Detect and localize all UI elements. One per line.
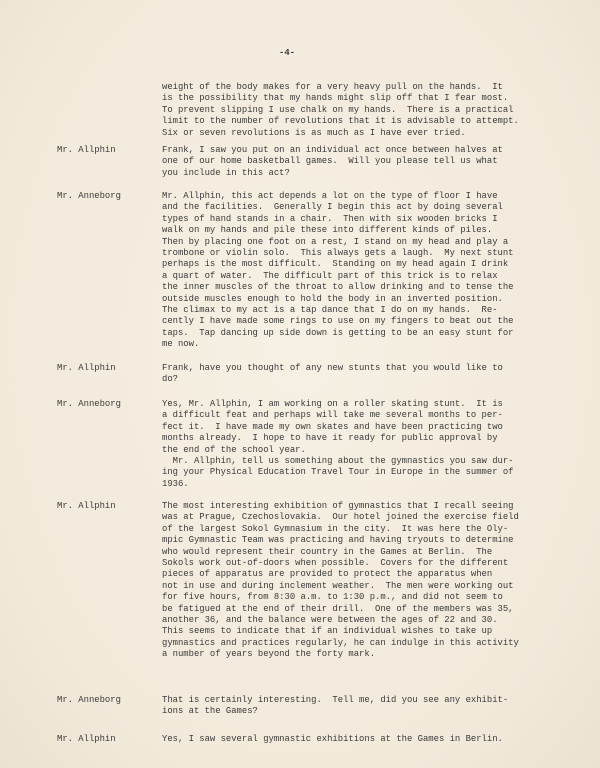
dialogue-text (162, 145, 503, 179)
text-line: be fatigued at the end of their drill. One of the members was 35, (162, 603, 514, 614)
text-line: for five hours, from 8:30 a.m. to 1:30 p.m., and did not seem to (162, 592, 503, 603)
speaker-label: Mr. Allphin (57, 145, 116, 155)
text-line: one of our home basketball games. Will you please tell us what (162, 156, 498, 167)
text-line: Six or seven revolutions is as much as I have ever tried. (162, 127, 466, 138)
text-line: perhaps is the most difficult. Standing on my head again I drink (162, 259, 509, 270)
text-line: me now. (162, 339, 200, 350)
text-line: do? (162, 374, 178, 385)
text-line: you include in this act? (162, 167, 290, 178)
text-line: Sokols work out-of-doors when possible. Covers for the different (162, 557, 509, 568)
text-line: ions at the Games? (162, 706, 258, 717)
text-line: taps. Tap dancing up side down is getting to be an easy stunt for (162, 327, 514, 338)
speaker-label: Mr. Anneborg (57, 191, 121, 201)
speaker-label: Mr. Allphin (57, 501, 116, 511)
dialogue-text (162, 501, 519, 660)
dialogue-text (162, 82, 519, 139)
text-line: a difficult feat and perhaps will take me several months to per- (162, 410, 503, 421)
dialogue-text (162, 734, 503, 745)
text-line: Frank, have you thought of any new stunts that you would like to (162, 363, 503, 373)
text-line: a quart of water. The difficult part of this trick is to relax (162, 270, 498, 281)
dialogue-text (162, 399, 514, 490)
text-line: cently I have made some rings to use on my fingers to beat out the (162, 316, 514, 327)
text-line: ing your Physical Education Travel Tour in Europe in the summer of (162, 467, 514, 478)
text-line: of the largest Sokol Gymnasium in the city. It was here the Oly- (162, 523, 509, 534)
text-line: To prevent slipping I use chalk on my hands. There is a practical (162, 104, 514, 115)
text-line: Frank, I saw you put on an individual act once between halves at (162, 145, 503, 155)
text-line: is the possibility that my hands might slip off that I fear most. (162, 93, 509, 104)
text-line: types of hand stands in a chair. Then with six wooden bricks I (162, 213, 498, 224)
text-line: trombone or violin solo. This always gets a laugh. My next stunt (162, 247, 514, 258)
page-number: -4- (279, 48, 295, 58)
text-line: Then by placing one foot on a rest, I stand on my head and play a (162, 236, 509, 247)
text-line: who would represent their country in the Games at Berlin. The (162, 546, 493, 557)
text-line: The climax to my act is a tap dance that I do on my hands. Re- (162, 304, 498, 315)
speaker-label: Mr. Allphin (57, 734, 116, 744)
dialogue-text (162, 363, 503, 386)
text-line: Yes, I saw several gymnastic exhibitions at the Games in Berlin. (162, 734, 503, 744)
text-line: and the facilities. Generally I begin this act by doing several (162, 202, 503, 213)
text-line: mpic Gymnastic Team was practicing and having tryouts to determine (162, 535, 514, 546)
text-line: The most interesting exhibition of gymnastics that I recall seeing (162, 501, 514, 511)
text-line: That is certainly interesting. Tell me, did you see any exhibit- (162, 695, 509, 705)
text-line: months already. I hope to have it ready for public approval by (162, 433, 498, 444)
text-line: 1936. (162, 478, 189, 489)
text-line: weight of the body makes for a very heavy pull on the hands. It (162, 82, 503, 92)
dialogue-text (162, 191, 514, 350)
text-line: This seems to indicate that if an individual wishes to take up (162, 626, 493, 637)
speaker-label: Mr. Allphin (57, 363, 116, 373)
text-line: was at Prague, Czechoslovakia. Our hotel joined the exercise field (162, 512, 519, 523)
text-line: Mr. Allphin, this act depends a lot on the type of floor I have (162, 191, 498, 201)
text-line: Yes, Mr. Allphin, I am working on a roller skating stunt. It is (162, 399, 503, 409)
text-line: the end of the school year. (162, 444, 306, 455)
text-line: the inner muscles of the throat to allow drinking and to tense the (162, 282, 514, 293)
text-line: a number of years beyond the forty mark. (162, 649, 376, 660)
text-line: fect it. I have made my own skates and have been practicing two (162, 421, 503, 432)
text-line: not in use and during inclement weather. The men were working out (162, 580, 514, 591)
text-line: limit to the number of revolutions that it is advisable to attempt. (162, 116, 519, 127)
speaker-label: Mr. Anneborg (57, 399, 121, 409)
dialogue-text (162, 695, 508, 718)
text-line: Mr. Allphin, tell us something about the gymnastics you saw dur- (162, 455, 514, 466)
text-line: outside muscles enough to hold the body in an inverted position. (162, 293, 503, 304)
text-line: pieces of apparatus are provided to protect the apparatus when (162, 569, 493, 580)
text-line: walk on my hands and pile these into different kinds of piles. (162, 225, 493, 236)
speaker-label: Mr. Anneborg (57, 695, 121, 705)
text-line: another 36, and the balance were between the ages of 22 and 30. (162, 614, 498, 625)
text-line: gymnastics and practices regularly, he can indulge in this activity (162, 637, 519, 648)
